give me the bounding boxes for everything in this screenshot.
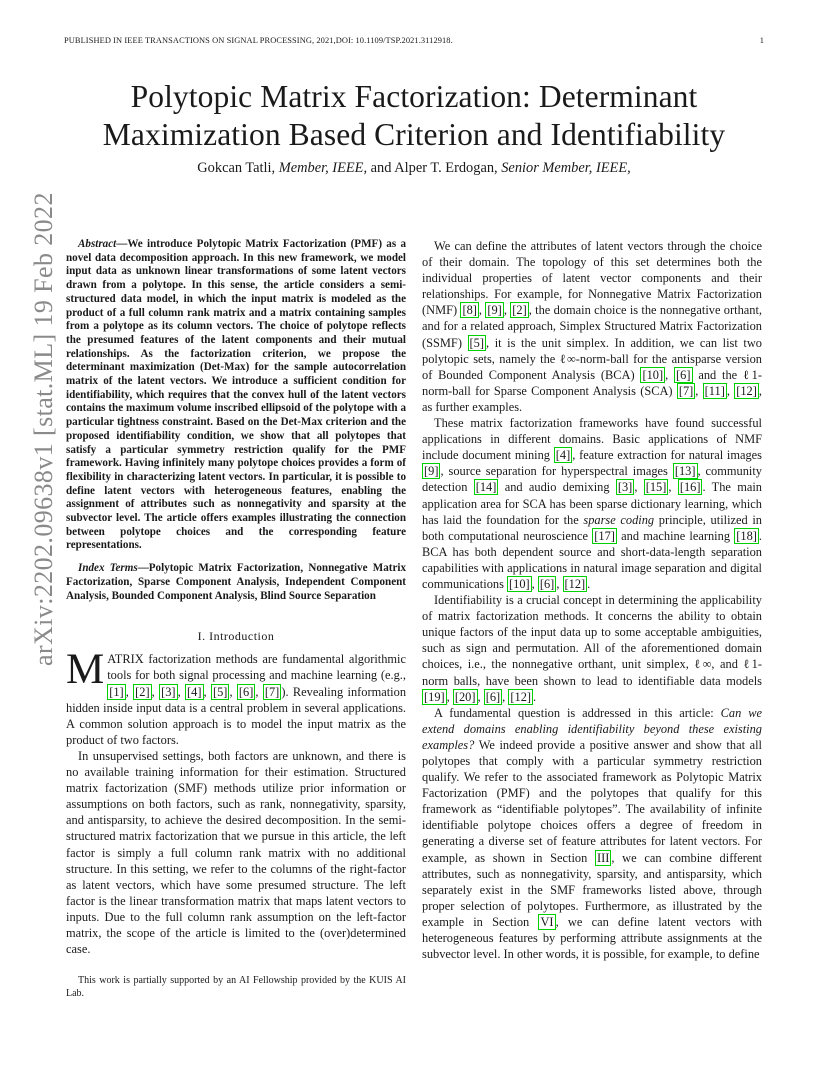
citation-link[interactable]: [18] (736, 528, 757, 543)
drop-cap: M (66, 646, 105, 694)
citation-link[interactable]: [7] (678, 383, 694, 398)
citation-link[interactable]: [2] (512, 303, 527, 318)
index-terms (66, 562, 406, 603)
citation-link[interactable]: [2] (135, 684, 150, 699)
author-name: Gokcan Tatli, (197, 160, 276, 176)
citation-link[interactable]: [4] (187, 684, 202, 699)
section-heading: I. Introduction (197, 629, 275, 644)
citation-link[interactable]: [6] (539, 576, 555, 591)
citation-link[interactable]: [17] (594, 528, 615, 543)
citation-link[interactable]: [12] (736, 383, 757, 398)
citation-link[interactable]: [15] (645, 480, 667, 495)
citation-link[interactable]: [12] (564, 576, 586, 591)
left-column (66, 238, 406, 1000)
section-link[interactable]: III (597, 850, 610, 865)
citation-link[interactable]: [12] (510, 689, 532, 704)
citation-link[interactable]: [16] (679, 480, 701, 495)
arxiv-stamp (16, 192, 58, 666)
running-head-text: PUBLISHED IN IEEE TRANSACTIONS ON SIGNAL PROCESSING, 2021,DOI: 10.1109/TSP.2021.3112918. (64, 36, 453, 45)
abstract (66, 238, 406, 553)
citation-link[interactable]: [14] (475, 480, 497, 495)
citation-link[interactable]: [9] (487, 303, 502, 318)
citation-link[interactable]: [11] (704, 383, 725, 398)
emphasis: sparse coding (583, 512, 655, 527)
citation-link[interactable]: [3] (617, 480, 633, 495)
intro-paragraph-1: MATRIX factorization methods are fundamental algorithmic tools for both signal processing and machine learning (e.g., [1] , [2] , [3] , [4] , [5] , [6] , [7] ). Revealing information hidden inside input data is a central problem in several applications. A common solution approach is to model the input matrix as the product of two factors. (66, 646, 407, 747)
section-link[interactable]: VI (540, 914, 554, 929)
body-paragraph: We can define the attributes of latent vectors through the choice of their domain. The topology of this set determines both the individual properties of latent vector components and their relationships. For example, for Nonnegative Matrix Factorization (NMF) [8] , [9] , [2] , the domain choice is the nonnegative orthant, and for a related approach, Simplex Structured Matrix Factorization (SSMF) [5] , it is the unit simplex. In addition, we can list two polytopic sets, namely the ℓ∞-norm-ball for the antisparse version of Bounded Component Analysis (BCA) [10] , [6] and the ℓ1-norm-ball for Sparse Component Analysis (SCA) [7] , [11] , [12] , as further examples. (422, 239, 763, 414)
citation-link[interactable]: [20] (454, 689, 476, 704)
right-column (422, 238, 762, 962)
citation-link[interactable]: [6] (485, 689, 501, 704)
citation-link[interactable]: [19] (424, 689, 445, 704)
body-paragraph: Identifiability is a crucial concept in determining the applicability of matrix factorization methods. It concerns the ability to obtain unique factors of the input data up to some acceptable ambiguities, such as sign and permutation. All of the aforementioned domain choices, i.e., the nonnegative orthant, unit simplex, ℓ∞, and ℓ1-norm balls, have been shown to lead to identifiable data models [19] , [20] , [6] , [12] . (422, 593, 762, 704)
page-number: 1 (759, 36, 764, 45)
author-affiliation: Member, IEEE, (278, 160, 368, 176)
running-head (64, 36, 764, 45)
citation-link[interactable]: [8] (462, 303, 477, 318)
author-line (60, 160, 768, 177)
citation-link[interactable]: [1] (109, 684, 124, 699)
citation-link[interactable]: [7] (264, 684, 280, 699)
emphasis: Can we extend domains enabling identifiability beyond these existing examples? (422, 705, 762, 752)
citation-link[interactable]: [13] (674, 464, 696, 479)
citation-link[interactable]: [5] (212, 684, 228, 699)
citation-link[interactable]: [6] (676, 367, 691, 382)
intro-paragraph-2: In unsupervised settings, both factors are unknown, and there is no available training information for their estimation. Structured matrix factorization (SMF) methods utilize prior information or assumptions on both factors, such as rank, nonnegativity, sparsity, and antisparsity, to achieve the desired decomposition. In the semi-structured matrix factorization that we pursue in this article, the left factor is simply a full column rank matrix with no additional structure. In this setting, we refer to the columns of the right-factor as latent vectors, which have some presumed structure. The left factor is the linear transformation matrix that maps latent vectors to inputs. Due to the full column rank assumption on the left-factor matrix, the scope of the article is limited to the (over)determined case. (66, 748, 406, 957)
citation-link[interactable]: [10] (642, 367, 664, 382)
title-line-2: Maximization Based Criterion and Identifiability (102, 117, 726, 152)
citation-link[interactable]: [4] (555, 448, 571, 463)
footnote: This work is partially supported by an AI Fellowship provided by the KUIS AI Lab. (66, 975, 406, 999)
citation-link[interactable]: [10] (509, 576, 530, 591)
citation-link[interactable]: [9] (424, 464, 439, 479)
paper-title (60, 78, 768, 154)
citation-link[interactable]: [6] (238, 684, 254, 699)
abstract-text: —We introduce Polytopic Matrix Factorization (PMF) as a novel data decomposition approach. In this new framework, we model input data as unknown linear transformations of some latent vectors drawn from a polytope. In this sense, the article considers a semi-structured data model, in which the input matrix is modeled as the product of a full column rank matrix and a matrix containing samples from a polytope as its column vectors. The choice of polytope reflects the presumed features of the latent components and their mutual relationships. As the factorization criterion, we propose the determinant maximization (Det-Max) for the sample autocorrelation matrix of the latent vectors. We introduce a sufficient condition for identifiability, which requires that the convex hull of the latent vectors contains the maximum volume inscribed ellipsoid of the polytope with a particular tightness constraint. Based on the Det-Max criterion and the proposed identifiability condition, we show that all polytopes that satisfy a particular symmetry restriction qualify for the PMF framework. Having infinitely many polytope choices provides a form of flexibility in characterizing latent vectors. In particular, it is possible to define latent vectors with heterogeneous features, enabling the assignment of attributes such as nonnegativity and sparsity at the subvector level. The article offers examples illustrating the connection between polytope choices and the corresponding feature representations. (66, 238, 406, 552)
body-paragraph: A fundamental question is addressed in this article: Can we extend domains enabling identifiability beyond these existing examples? We indeed provide a positive answer and show that all polytopes that comply with a particular symmetry restriction qualify. We refer to the associated framework as Polytopic Matrix Factorization (PMF) and the polytopes that qualify for this framework as “identifiable polytopes”. The availability of infinite identifiable polytope choices offers a degree of freedom in generating a diverse set of feature attributes for latent vectors. For example, as shown in Section III , we can combine different attributes, such as nonnegativity, sparsity, and antisparsity, which separately exist in the SMF frameworks listed above, through proper selection of polytopes. Furthermore, as illustrated by the example in Section VI , we can define latent vectors with heterogeneous features by performing attribute assignments at the subvector level. In other words, it is possible, for example, to define (422, 705, 762, 962)
citation-link[interactable]: [3] (161, 684, 176, 699)
body-paragraph: These matrix factorization frameworks have found successful applications in different domains. Basic applications of NMF include document mining [4] , feature extraction for natural images [9] , source separation for hyperspectral images [13] , community detection [14] and audio demixing [3] , [15] , [16] . The main application area for SCA has been sparse dictionary learning, which has laid the foundation for the sparse coding principle, utilized in both computational neuroscience [17] and machine learning [18] . BCA has both dependent source and short-data-length separation capabilities with applications in natural image separation and digital communications [10] , [6] , [12] . (422, 416, 763, 591)
author-name: and Alper T. Erdogan, (370, 160, 498, 176)
index-terms-label: Index Terms (78, 562, 138, 575)
author-affiliation: Senior Member, IEEE, (501, 160, 631, 176)
title-line-1: Polytopic Matrix Factorization: Determinant (130, 79, 698, 114)
arxiv-stamp-text: arXiv:2202.09638v1 [stat.ML] 19 Feb 2022 (29, 192, 58, 666)
citation-link[interactable]: [5] (469, 335, 484, 350)
index-terms-text: —Polytopic Matrix Factorization, Nonnegative Matrix Factorization, Sparse Component Analysis, Independent Component Analysis, Bounded Component Analysis, Blind Source Separation (66, 562, 406, 602)
abstract-label: Abstract (78, 238, 117, 250)
